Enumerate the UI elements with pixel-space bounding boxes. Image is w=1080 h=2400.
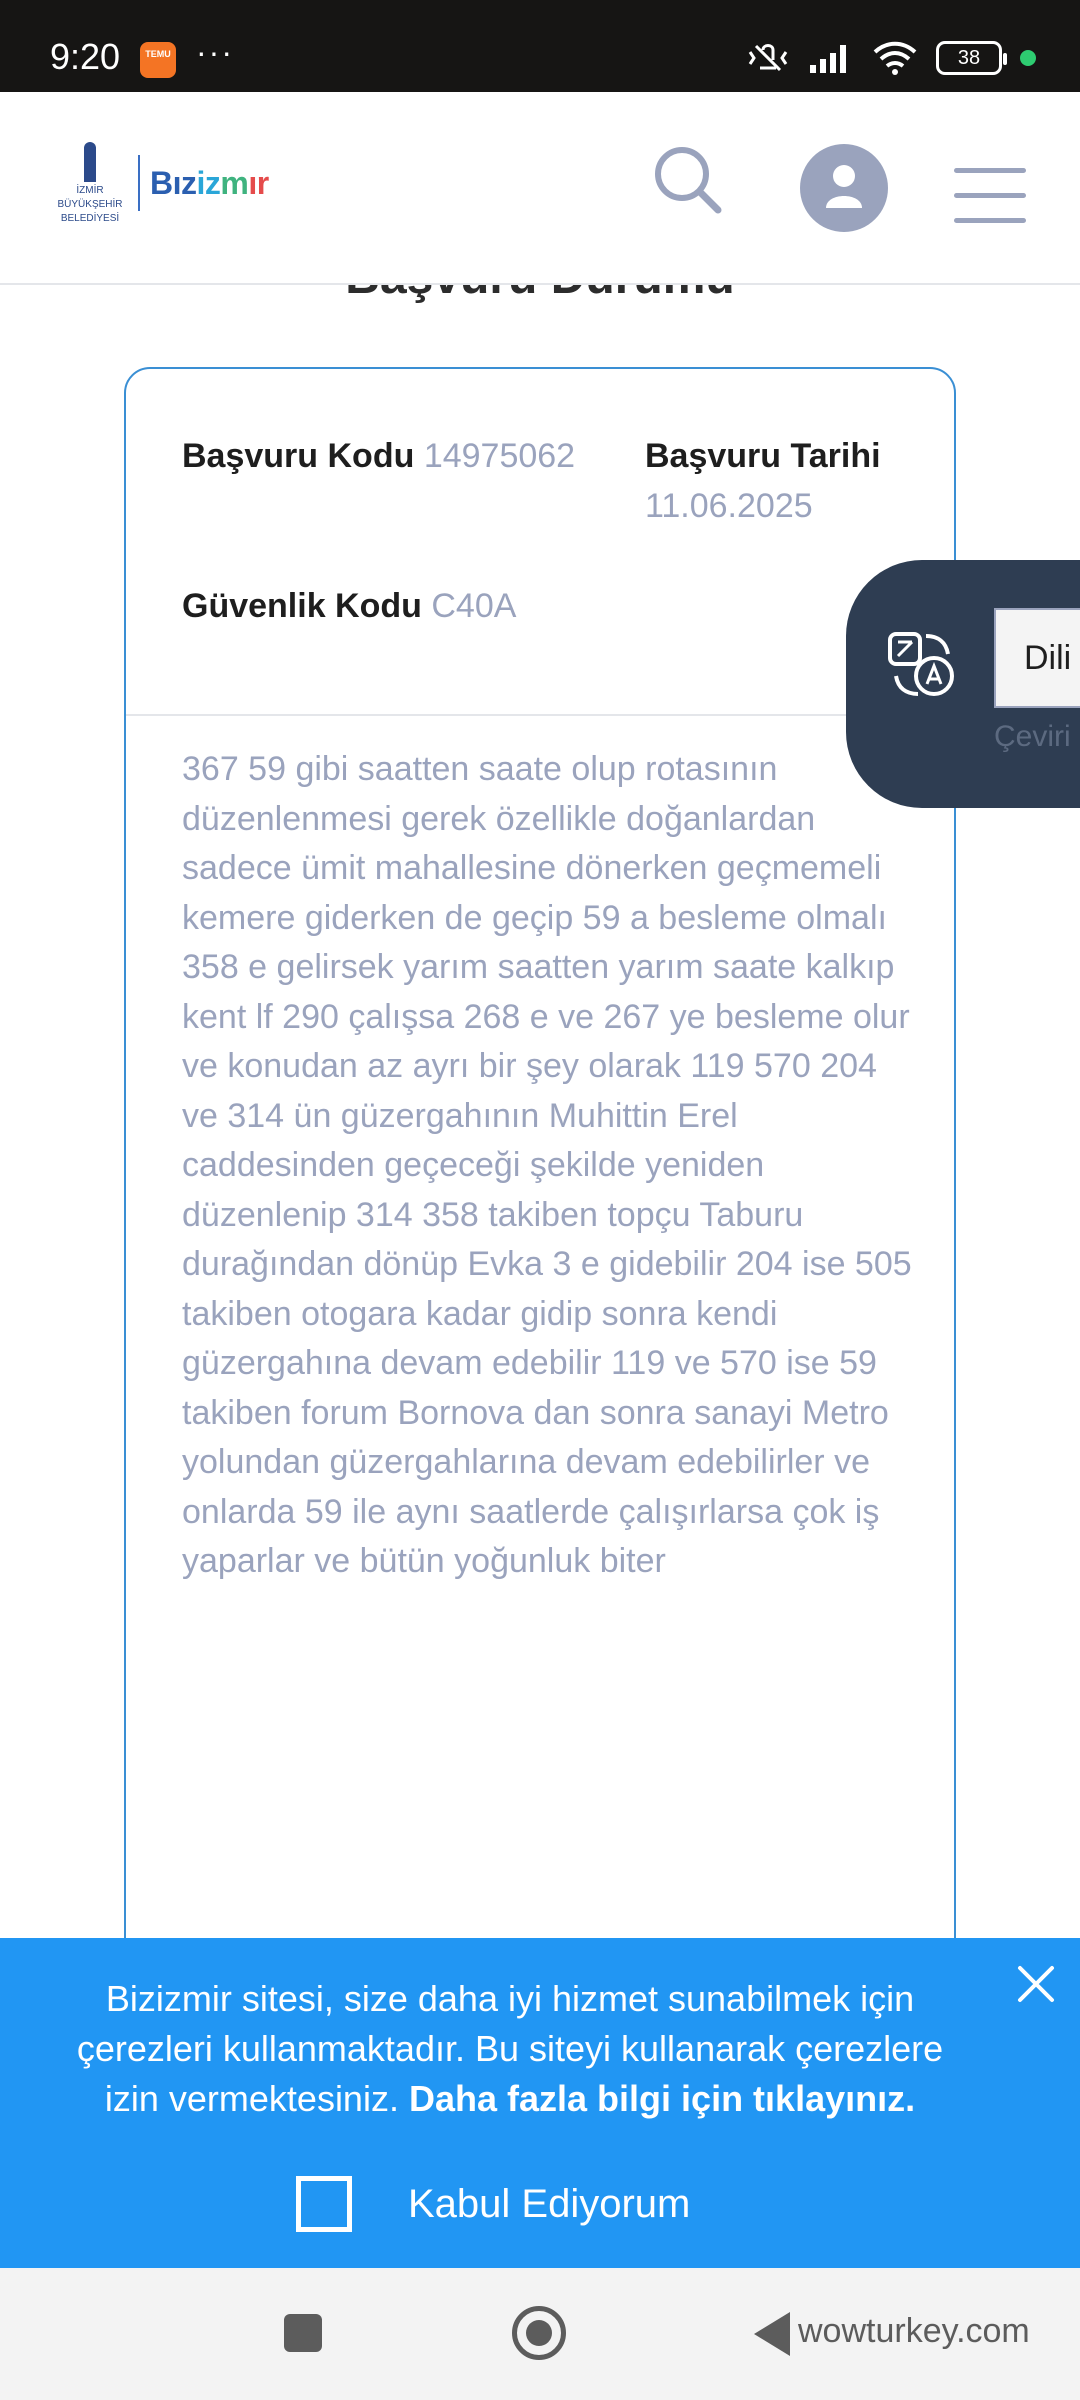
search-icon[interactable] xyxy=(652,144,724,216)
hamburger-menu-icon[interactable] xyxy=(954,168,1026,220)
watermark: wowturkey.com xyxy=(798,2312,1030,2350)
status-bar xyxy=(0,0,1080,92)
user-avatar-button[interactable] xyxy=(800,144,888,232)
translate-caption: Çeviri xyxy=(994,720,1071,753)
security-code-value: C40A xyxy=(431,587,517,625)
cookie-info-link[interactable]: Daha fazla bilgi için tıklayınız. xyxy=(408,2078,916,2119)
privacy-indicator-dot xyxy=(1020,50,1036,66)
home-button[interactable] xyxy=(512,2306,566,2360)
translate-icon[interactable] xyxy=(886,628,958,700)
application-date xyxy=(645,431,925,531)
clock-tower-icon xyxy=(84,142,96,182)
accept-label[interactable]: Kabul Ediyorum xyxy=(408,2181,691,2226)
signal-icon xyxy=(808,41,854,75)
wifi-icon xyxy=(872,40,918,76)
application-info xyxy=(126,369,954,716)
logo-line: İZMİR xyxy=(76,185,104,196)
accept-checkbox[interactable] xyxy=(296,2176,352,2232)
mute-vibrate-icon xyxy=(746,38,790,78)
security-code-label: Güvenlik Kodu xyxy=(182,587,422,625)
application-date-label: Başvuru Tarihi xyxy=(645,437,881,475)
language-select[interactable]: Dili xyxy=(994,608,1080,708)
bizizmir-logo: Bızizmır xyxy=(150,164,269,201)
logo-divider xyxy=(138,155,140,211)
status-time: 9:20 xyxy=(50,36,121,77)
application-code-value: 14975062 xyxy=(423,437,576,475)
security-code xyxy=(182,581,516,631)
application-date-value: 11.06.2025 xyxy=(645,487,813,525)
close-icon[interactable] xyxy=(1014,1962,1058,2006)
user-icon xyxy=(800,144,888,232)
logo-line: BELEDİYESİ xyxy=(60,213,120,224)
logo-line: BÜYÜKŞEHİR xyxy=(57,199,123,210)
battery-icon: 38 xyxy=(936,41,1002,75)
cookie-banner xyxy=(0,1938,1080,2268)
system-nav-bar xyxy=(0,2268,1080,2400)
accept-cookies[interactable] xyxy=(296,2176,690,2232)
application-code-label: Başvuru Kodu xyxy=(182,437,415,475)
cookie-text xyxy=(50,1974,970,2124)
application-card xyxy=(124,367,956,1987)
more-notifications-icon: ··· xyxy=(196,34,234,70)
application-text: 367 59 gibi saatten saate olup rotasının düzenlenmesi gerek özellikle doğanlardan sadece ümit mahallesine dönerken geçmemeli kemere giderken de geçip 59 a besleme olmalı 358 e gelirsek yarım saatten yarım saate kalkıp kent lf 290 çalışsa 268 e ve 267 ye besleme olur ve konudan az ayrı bir şey olarak 119 570 204 ve 314 ün güzergahının Muhittin Erel caddesinden geçeceği şekilde yeniden düzenlenip 314 358 takiben topçu Taburu durağından dönüp Evka 3 e gidebilir 204 ise 505 takiben otogara kadar gidip sonra kendi güzergahına devam edebilir 119 ve 570 ise 59 takiben forum Bornova dan sonra sanayi Metro yolundan güzergahlarına devam edebilirler ve onlarda 59 ile aynı saatlerde çalışırlarsa çok iş yaparlar ve bütün yoğunluk biter xyxy=(182,750,912,1580)
translate-widget xyxy=(846,560,1080,808)
status-icons xyxy=(746,38,1036,78)
recent-apps-button[interactable] xyxy=(284,2314,322,2352)
cookie-message: Bizizmir sitesi, size daha iyi hizmet sunabilmek için çerezleri kullanmaktadır. Bu siteyi kullanarak çerezlere izin vermektesiniz. xyxy=(76,1978,944,2119)
home-logo-link[interactable] xyxy=(50,142,269,224)
site-header xyxy=(0,92,1080,285)
izmir-municipality-logo xyxy=(50,142,130,224)
temu-app-icon: TEMU xyxy=(140,42,176,78)
application-code xyxy=(182,431,575,481)
back-button[interactable] xyxy=(754,2312,790,2356)
